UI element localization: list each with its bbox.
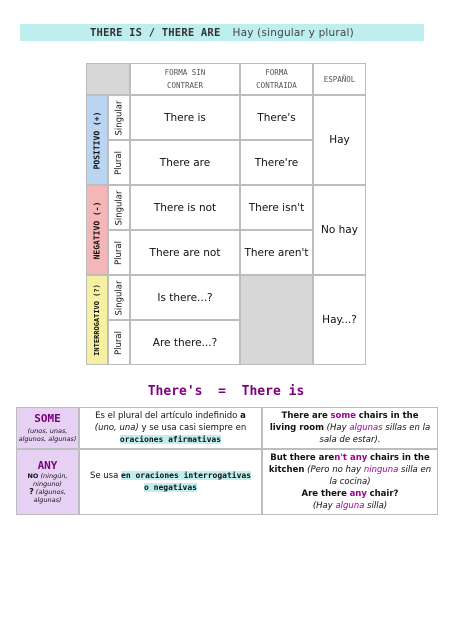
any-ex1-a: But there are xyxy=(270,453,335,463)
some-ex-tr-word: algunas xyxy=(349,423,383,433)
number-plural xyxy=(108,140,130,185)
group-negativo xyxy=(86,185,108,275)
cell-spanish-neg: No hay xyxy=(313,185,366,275)
cell-neg-sing-full: There is not xyxy=(130,185,240,230)
header-forma-sin-contraer xyxy=(130,63,240,95)
some-desc-cell xyxy=(79,407,262,449)
header-espanol: ESPAÑOL xyxy=(313,63,366,95)
some-example-cell xyxy=(262,407,438,449)
any-example-cell xyxy=(262,449,438,515)
any-desc xyxy=(86,470,255,494)
equation xyxy=(0,384,452,399)
group-label: POSITIVO (+) xyxy=(92,111,102,169)
any-ex2-b: chair? xyxy=(369,489,399,499)
any-ex2-tr-a: (Hay xyxy=(312,501,333,511)
cell-pos-sing-contr: There's xyxy=(240,95,313,140)
title-right: Hay (singular y plural) xyxy=(232,26,354,39)
some-desc-c: y se usa casi siempre en xyxy=(141,423,247,433)
cell-pos-sing-full: There is xyxy=(130,95,240,140)
equation-op: = xyxy=(218,384,226,399)
header-line: FORMA SIN xyxy=(164,68,206,77)
some-desc-highlight: oraciones afirmativas xyxy=(119,435,222,444)
any-sub1-bold: NO xyxy=(27,472,39,480)
group-label: NEGATIVO (-) xyxy=(92,201,102,259)
some-ex-some: some xyxy=(330,411,356,421)
cell-spanish-int: Hay...? xyxy=(313,275,366,365)
any-ex1-neg: n't any xyxy=(334,453,368,463)
cell-pos-plur-full: There are xyxy=(130,140,240,185)
any-desc-a: Se usa xyxy=(89,471,119,481)
any-sub2 xyxy=(17,488,78,504)
number-singular xyxy=(108,275,130,320)
number-singular xyxy=(108,185,130,230)
some-desc-a: Es el plural del artículo indefinido xyxy=(95,411,238,421)
cell-int-contr-empty xyxy=(240,275,313,365)
some-label: SOME xyxy=(34,412,61,425)
any-label: ANY xyxy=(37,459,58,472)
any-sub2-text: (algunos, algunas) xyxy=(33,488,66,504)
cell-pos-plur-contr: There're xyxy=(240,140,313,185)
any-desc-cell xyxy=(79,449,262,515)
some-sub: (unos, unas, algunos, algunas) xyxy=(18,427,77,443)
cell-neg-plur-contr: There aren't xyxy=(240,230,313,275)
number-label: Plural xyxy=(114,330,125,355)
equation-right: There is xyxy=(241,384,305,399)
header-line: CONTRAIDA xyxy=(256,81,297,90)
header-line: CONTRAER xyxy=(166,81,204,90)
number-label: Singular xyxy=(114,280,124,315)
number-label: Plural xyxy=(114,150,125,175)
any-ex2-tr-b: silla) xyxy=(367,501,388,511)
some-desc-a-bold: a xyxy=(240,411,246,421)
corner-cell xyxy=(86,63,130,95)
group-interrogativo xyxy=(86,275,108,365)
cell-spanish-pos: Hay xyxy=(313,95,366,185)
number-label: Singular xyxy=(114,100,124,135)
grammar-table xyxy=(86,63,366,365)
any-ex1-tr-b: silla en la cocina) xyxy=(329,465,432,487)
group-positivo xyxy=(86,95,108,185)
number-label: Plural xyxy=(114,240,125,265)
group-label: INTERROGATIVO (?) xyxy=(93,284,101,356)
any-desc-highlight: en oraciones interrogativas o negativas xyxy=(121,471,252,492)
cell-int-plur-full: Are there...? xyxy=(130,320,240,365)
equation-left: There's xyxy=(147,384,203,399)
any-ex2-tr-word: alguna xyxy=(335,501,365,511)
some-desc-paren: (uno, una) xyxy=(94,423,139,433)
title-bar xyxy=(20,24,424,41)
any-sub1-text: (ningún, ninguno) xyxy=(33,472,68,488)
any-ex1-tr-word: ninguna xyxy=(363,465,399,475)
any-sub2-bold: ? xyxy=(29,487,34,496)
any-ex1-b: chairs in the kitchen xyxy=(268,453,430,475)
header-line: FORMA xyxy=(265,68,288,77)
any-sub1 xyxy=(17,472,78,488)
title-left: THERE IS / THERE ARE xyxy=(90,26,221,39)
any-ex2-a: Are there xyxy=(301,489,347,499)
any-ex2-any: any xyxy=(349,489,367,499)
header-forma-contraida xyxy=(240,63,313,95)
cell-int-sing-full: Is there...? xyxy=(130,275,240,320)
number-plural xyxy=(108,230,130,275)
some-ex-tr-2: sillas en la sala de estar). xyxy=(319,423,431,445)
number-label: Singular xyxy=(114,190,124,225)
some-ex-1: There are xyxy=(281,411,328,421)
number-singular xyxy=(108,95,130,140)
any-label-cell xyxy=(16,449,79,515)
any-ex1-tr-a: (Pero no hay xyxy=(307,465,362,475)
some-ex-2: chairs in the living room xyxy=(269,411,419,433)
some-ex-tr-1: (Hay xyxy=(326,423,347,433)
some-label-cell xyxy=(16,407,79,449)
cell-neg-sing-contr: There isn't xyxy=(240,185,313,230)
cell-neg-plur-full: There are not xyxy=(130,230,240,275)
number-plural xyxy=(108,320,130,365)
